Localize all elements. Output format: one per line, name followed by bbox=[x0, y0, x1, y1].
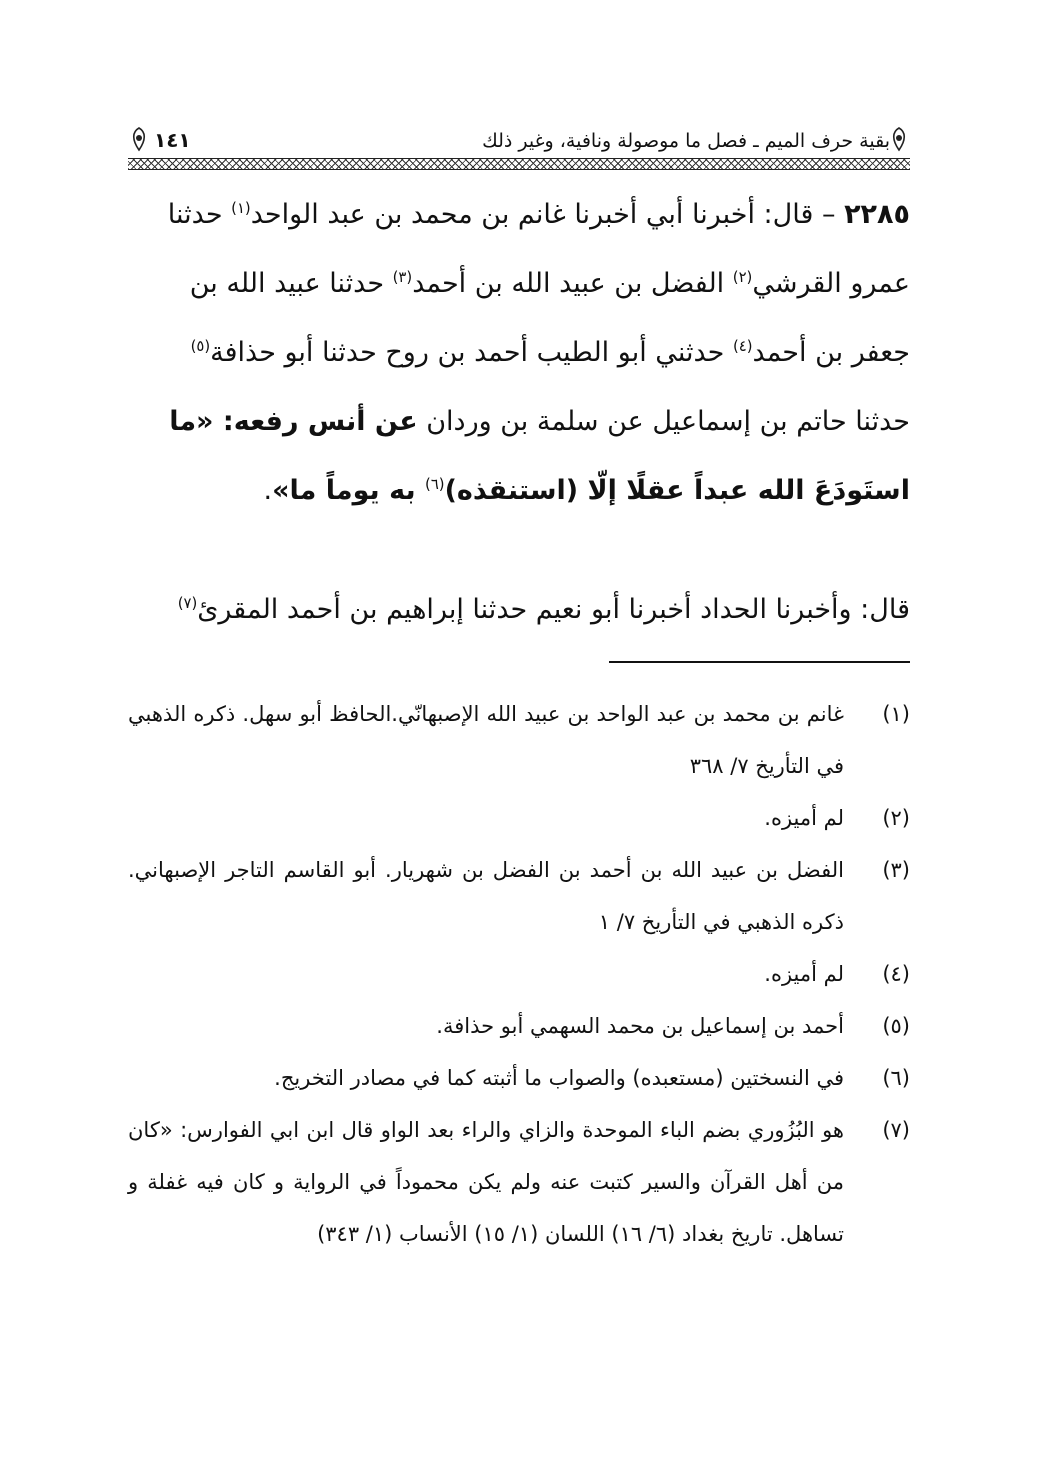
footnote-ref[interactable]: (٧) bbox=[177, 594, 198, 612]
text-segment: حدثنا حاتم بن إسماعيل عن سلمة بن وردان bbox=[417, 406, 910, 437]
footnote-item bbox=[128, 948, 910, 1000]
footnote-text: لم أميزه. bbox=[764, 806, 844, 830]
hadith-matn: عن أنس رفعه: «ما استَودَعَ الله عبداً عقلًا إلّا (استنقذه) bbox=[169, 406, 910, 506]
footnote-ref[interactable]: (٦) bbox=[425, 475, 445, 493]
footnote-item bbox=[128, 792, 910, 844]
text-segment: حدثنا عبيد الله بن جعفر بن أحمد bbox=[189, 268, 910, 368]
page-number: ١٤١ bbox=[154, 128, 191, 152]
header-ornamental-rule bbox=[128, 158, 910, 170]
footnote-text: غانم بن محمد بن عبد الواحد بن عبيد الله الإصبهانّي.الحافظ أبو سهل. ذكره الذهبي في التأريخ ٧/ ٣٦٨ bbox=[128, 702, 844, 778]
text-segment: حدثني أبو الطيب أحمد بن روح حدثنا أبو حذافة bbox=[210, 337, 733, 368]
page-header bbox=[128, 126, 910, 162]
footnote-text: الفضل بن عبيد الله بن أحمد بن الفضل بن شهريار. أبو القاسم التاجر الإصبهاني. ذكره الذهبي في التأريخ ٧/ ١ bbox=[128, 858, 844, 934]
footnote-number: (٧) bbox=[882, 1118, 910, 1142]
footnote-item bbox=[128, 1052, 910, 1104]
isnad-paragraph bbox=[128, 590, 910, 630]
footnote-ref[interactable]: (٢) bbox=[732, 268, 753, 286]
footnote-number: (٣) bbox=[882, 858, 910, 882]
footnote-number: (١) bbox=[882, 702, 910, 726]
running-head-title: بقية حرف الميم ـ فصل ما موصولة ونافية، وغير ذلك bbox=[482, 130, 890, 152]
footnotes bbox=[128, 688, 910, 1260]
ornament-left-icon bbox=[128, 126, 150, 152]
footnote-text: لم أميزه. bbox=[764, 962, 844, 986]
text-segment: حدثنا عمرو القرشي bbox=[167, 199, 910, 299]
text-segment: قال: وأخبرنا الحداد أخبرنا أبو نعيم حدثنا إبراهيم بن أحمد المقرئ bbox=[197, 594, 910, 625]
hadith-matn-end: به يوماً ما» bbox=[272, 475, 426, 506]
footnote-number: (٤) bbox=[882, 962, 910, 986]
period: . bbox=[263, 475, 273, 506]
text-segment: الفضل بن عبيد الله بن أحمد bbox=[412, 268, 733, 299]
footnote-ref[interactable]: (٣) bbox=[392, 268, 413, 286]
ornament-right-icon bbox=[888, 126, 910, 152]
footnote-number: (٦) bbox=[882, 1066, 910, 1090]
footnote-item bbox=[128, 688, 910, 792]
hadith-paragraph bbox=[128, 180, 910, 525]
footnote-number: (٢) bbox=[882, 806, 910, 830]
text-segment: قال: أخبرنا أبي أخبرنا غانم بن محمد بن عبد الواحد bbox=[250, 199, 814, 230]
footnote-text: في النسختين (مستعبده) والصواب ما أثبته كما في مصادر التخريج. bbox=[274, 1066, 844, 1090]
footnote-item bbox=[128, 1000, 910, 1052]
footnote-number: (٥) bbox=[882, 1014, 910, 1038]
hadith-number: ٢٢٨٥ bbox=[844, 199, 910, 230]
footnote-text: أحمد بن إسماعيل بن محمد السهمي أبو حذافة. bbox=[436, 1014, 844, 1038]
dash: – bbox=[813, 199, 845, 230]
footnote-item bbox=[128, 1104, 910, 1260]
main-text bbox=[128, 180, 910, 525]
footnote-ref[interactable]: (٥) bbox=[190, 337, 211, 355]
footnote-text: هو البُزُوري بضم الباء الموحدة والزاي والراء بعد الواو قال ابن ابي الفوارس: «كان من أهل القرآن والسير كتبت عنه ولم يكن محموداً في الرواية و كان فيه غفلة و تساهل. تاريخ بغداد (٦/ ١٦) اللسان (١/ ١٥) الأنساب (١/ ٣٤٣) bbox=[128, 1118, 844, 1246]
footnote-divider bbox=[609, 661, 910, 663]
footnote-ref[interactable]: (١) bbox=[231, 199, 251, 217]
footnote-ref[interactable]: (٤) bbox=[732, 337, 753, 355]
footnote-item bbox=[128, 844, 910, 948]
